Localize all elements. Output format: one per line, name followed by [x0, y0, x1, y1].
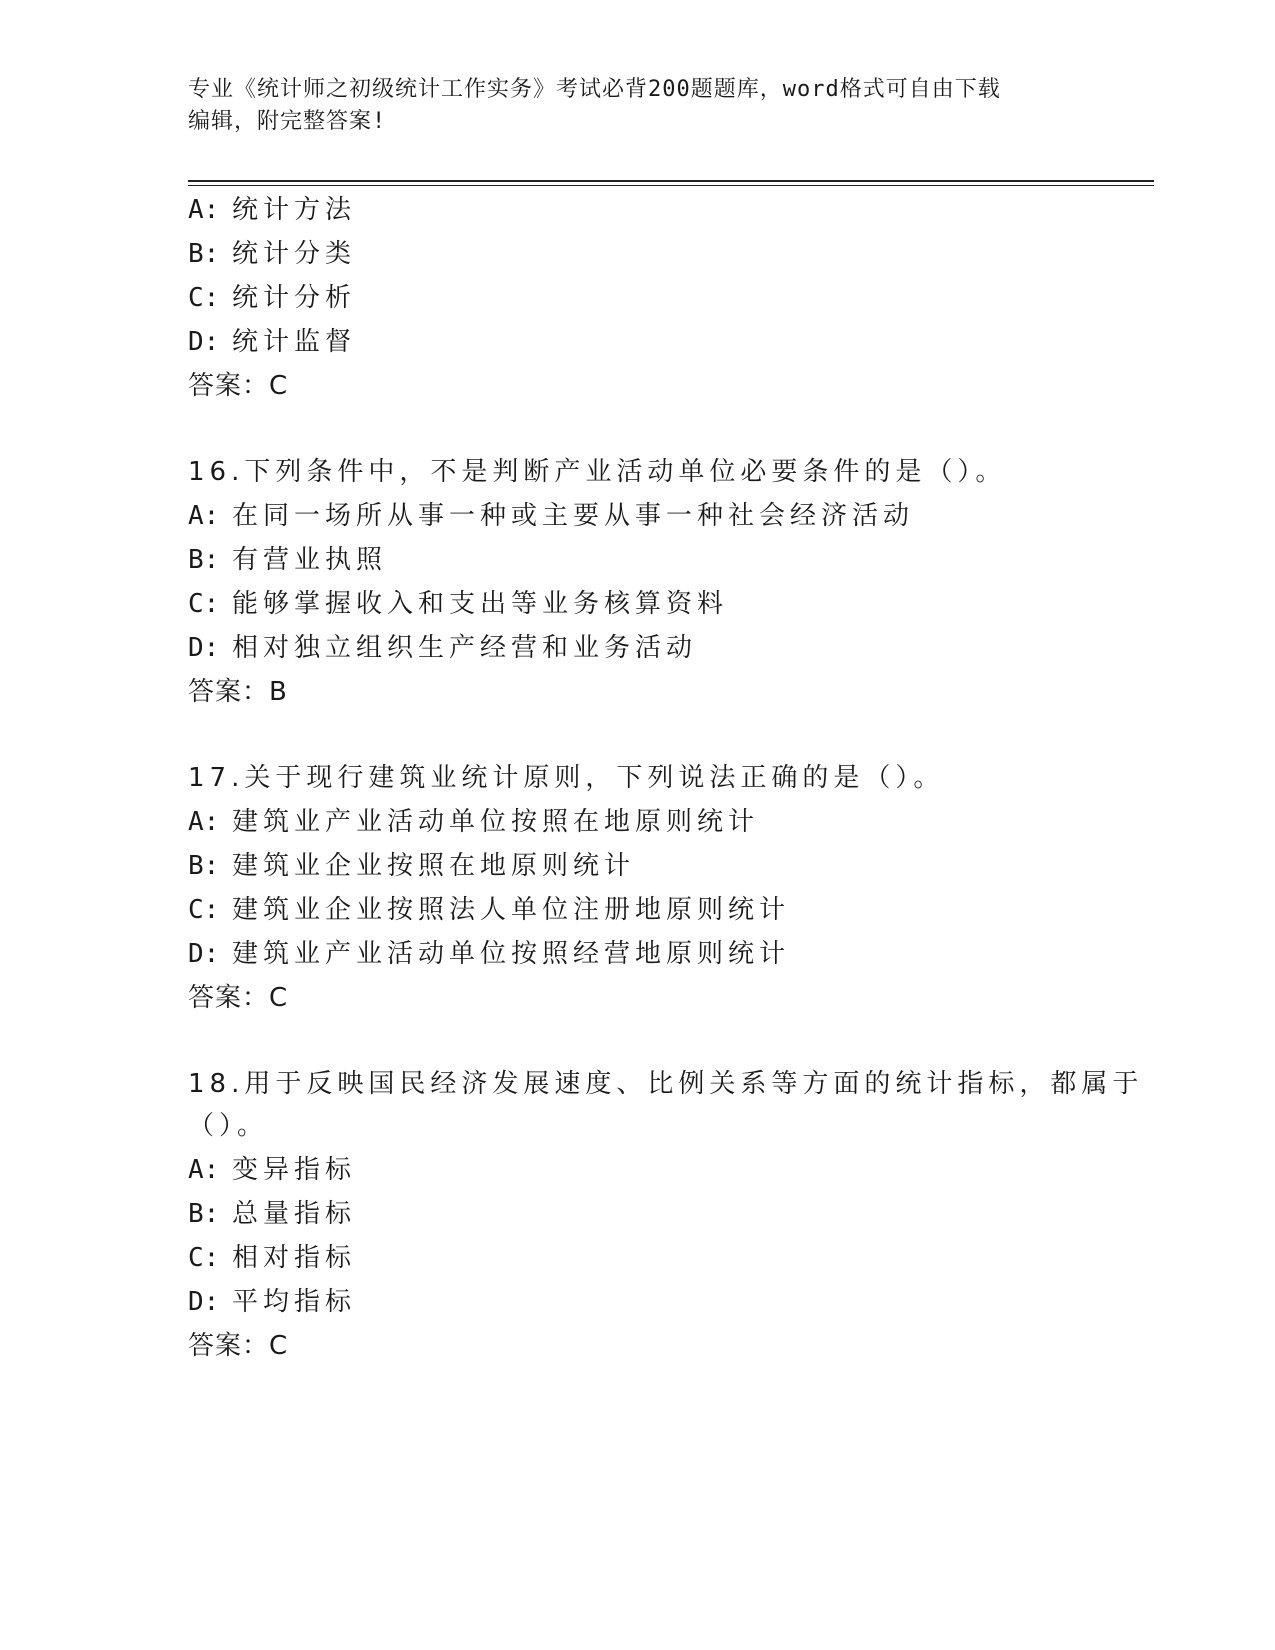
q17-option-a: [188, 805, 759, 839]
q15-answer: 答案：C: [188, 371, 289, 401]
option-text: 统计分析: [232, 283, 357, 313]
q15-option-c: [188, 281, 356, 315]
option-text: 能够掌握收入和支出等业务核算资料: [232, 589, 729, 619]
header-divider-thick: [188, 180, 1154, 182]
option-letter: B:: [188, 545, 220, 575]
q18-answer: 答案：C: [188, 1331, 289, 1361]
option-text: 建筑业产业活动单位按照在地原则统计: [232, 807, 760, 837]
q16-option-b: [188, 543, 387, 577]
option-letter: B:: [188, 1199, 220, 1229]
q18-stem-line-2: （）。: [188, 1111, 269, 1141]
q18-option-a: [188, 1153, 356, 1187]
q17-answer: 答案：C: [188, 983, 289, 1013]
q17-option-b: [188, 849, 635, 883]
option-text: 相对指标: [232, 1243, 357, 1273]
option-text: 总量指标: [232, 1199, 357, 1229]
option-letter: C:: [188, 895, 220, 925]
q17-stem: 17.关于现行建筑业统计原则，下列说法正确的是（）。: [188, 763, 945, 793]
q15-option-a: [188, 193, 356, 227]
q18-stem-line-1: 18.用于反映国民经济发展速度、比例关系等方面的统计指标，都属于: [188, 1069, 1144, 1099]
option-text: 统计分类: [232, 239, 357, 269]
q15-option-d: [188, 325, 356, 359]
option-text: 在同一场所从事一种或主要从事一种社会经济活动: [232, 501, 915, 531]
header-line-2: 编辑，附完整答案!: [188, 109, 387, 134]
header-divider-thin: [188, 185, 1154, 186]
option-letter: A:: [188, 195, 220, 225]
option-letter: C:: [188, 1243, 220, 1273]
q18-option-d: [188, 1285, 356, 1319]
header-line-1: 专业《统计师之初级统计工作实务》考试必背200题题库，word格式可自由下载: [188, 77, 1001, 102]
option-letter: D:: [188, 633, 220, 663]
q16-answer: 答案：B: [188, 677, 288, 707]
option-letter: A:: [188, 501, 220, 531]
q15-option-b: [188, 237, 356, 271]
option-text: 变异指标: [232, 1155, 357, 1185]
option-text: 统计方法: [232, 195, 357, 225]
q16-option-c: [188, 587, 728, 621]
option-text: 建筑业企业按照法人单位注册地原则统计: [232, 895, 791, 925]
option-letter: C:: [188, 283, 220, 313]
option-text: 有营业执照: [232, 545, 388, 575]
option-text: 建筑业产业活动单位按照经营地原则统计: [232, 939, 791, 969]
option-text: 平均指标: [232, 1287, 357, 1317]
q18-option-b: [188, 1197, 356, 1231]
option-text: 统计监督: [232, 327, 357, 357]
q16-option-d: [188, 631, 697, 665]
option-letter: A:: [188, 1155, 220, 1185]
option-letter: D:: [188, 327, 220, 357]
q17-option-c: [188, 893, 790, 927]
option-text: 建筑业企业按照在地原则统计: [232, 851, 636, 881]
option-letter: D:: [188, 939, 220, 969]
option-letter: B:: [188, 851, 220, 881]
document-header: [188, 74, 1088, 138]
option-text: 相对独立组织生产经营和业务活动: [232, 633, 698, 663]
option-letter: D:: [188, 1287, 220, 1317]
option-letter: B:: [188, 239, 220, 269]
q17-option-d: [188, 937, 790, 971]
q16-stem: 16.下列条件中，不是判断产业活动单位必要条件的是（）。: [188, 457, 1007, 487]
option-letter: C:: [188, 589, 220, 619]
q16-option-a: [188, 499, 914, 533]
option-letter: A:: [188, 807, 220, 837]
q18-option-c: [188, 1241, 356, 1275]
